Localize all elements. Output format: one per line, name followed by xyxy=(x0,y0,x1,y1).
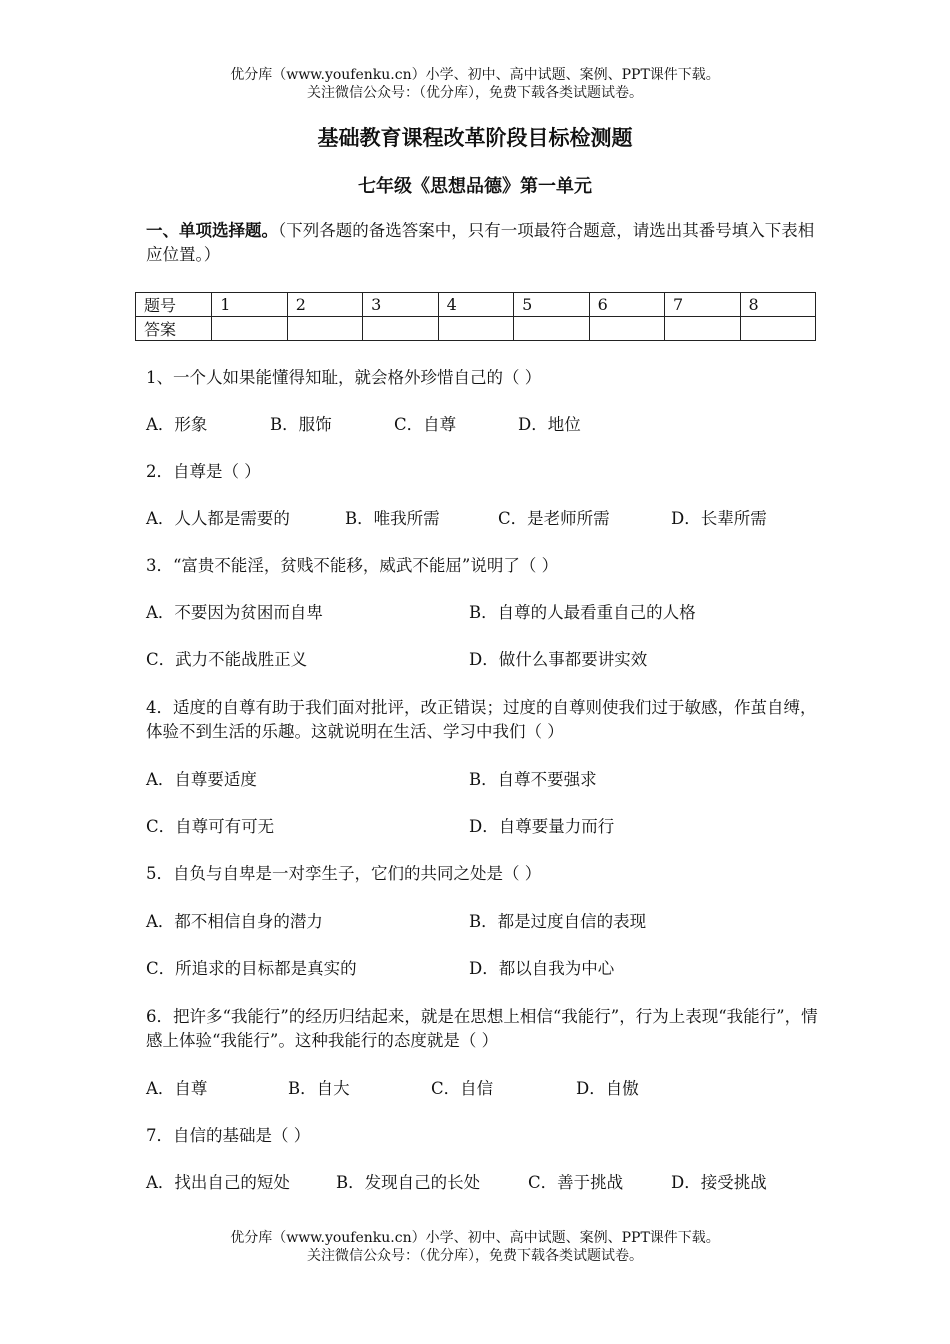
answer-cell[interactable] xyxy=(438,317,513,341)
q4-option-c: C．自尊可有可无 xyxy=(146,817,275,836)
header-line-1: 优分库（www.youfenku.cn）小学、初中、高中试题、案例、PPT课件下载。 xyxy=(230,67,720,83)
q2-option-c: C．是老师所需 xyxy=(498,509,610,528)
q1-option-b: B．服饰 xyxy=(270,415,332,434)
question-number-cell: 7 xyxy=(665,293,740,317)
q6-option-a: A．自尊 xyxy=(146,1079,208,1098)
footer-line-2: 关注微信公众号：（优分库），免费下载各类试题试卷。 xyxy=(307,1248,643,1264)
answer-cell[interactable] xyxy=(363,317,438,341)
q2-option-a: A．人人都是需要的 xyxy=(146,509,290,528)
q2-option-d: D．长辈所需 xyxy=(671,509,767,528)
q5-option-d: D．都以自我为中心 xyxy=(469,959,615,978)
answer-cell[interactable] xyxy=(212,317,287,341)
question-number-cell: 1 xyxy=(212,293,287,317)
q1-option-d: D．地位 xyxy=(518,415,581,434)
answer-cell[interactable] xyxy=(589,317,664,341)
page-footer xyxy=(0,1229,950,1265)
q6-option-d: D．自傲 xyxy=(576,1079,639,1098)
question-number-cell: 6 xyxy=(589,293,664,317)
document-subtitle: 七年级《思想品德》第一单元 xyxy=(358,176,592,197)
question-number-cell: 8 xyxy=(740,293,815,317)
section-1-intro xyxy=(146,219,826,267)
q7-option-a: A．找出自己的短处 xyxy=(146,1173,290,1192)
q7-option-d: D．接受挑战 xyxy=(671,1173,767,1192)
section-1-instruction: （下列各题的备选答案中，只有一项最符合题意，请选出其番号填入下表相应位置。） xyxy=(146,221,815,264)
q3-option-a: A．不要因为贫困而自卑 xyxy=(146,603,323,622)
answer-cell[interactable] xyxy=(665,317,740,341)
question-7-stem: 7．自信的基础是（ ） xyxy=(146,1126,311,1145)
question-6-stem: 6．把许多“我能行”的经历归结起来，就是在思想上相信“我能行”，行为上表现“我能行”，情感上体验“我能行”。这种我能行的态度就是（ ） xyxy=(146,1007,818,1050)
question-number-cell: 3 xyxy=(363,293,438,317)
answer-table-answer-row xyxy=(136,317,816,341)
q4-option-d: D．自尊要量力而行 xyxy=(469,817,615,836)
q4-option-a: A．自尊要适度 xyxy=(146,770,257,789)
answer-table-row-label: 题号 xyxy=(136,293,212,317)
answer-cell[interactable] xyxy=(740,317,815,341)
answer-table-number-row xyxy=(136,293,816,317)
q3-option-c: C．武力不能战胜正义 xyxy=(146,650,308,669)
question-number-cell: 5 xyxy=(514,293,589,317)
q1-option-c: C．自尊 xyxy=(394,415,457,434)
q5-option-b: B．都是过度自信的表现 xyxy=(469,912,647,931)
question-number-cell: 4 xyxy=(438,293,513,317)
document-title: 基础教育课程改革阶段目标检测题 xyxy=(317,125,633,150)
q7-option-c: C．善于挑战 xyxy=(528,1173,624,1192)
q3-option-b: B．自尊的人最看重自己的人格 xyxy=(469,603,696,622)
header-line-2: 关注微信公众号：（优分库），免费下载各类试题试卷。 xyxy=(307,85,643,101)
question-4-stem: 4．适度的自尊有助于我们面对批评，改正错误；过度的自尊则使我们过于敏感，作茧自缚，体验不到生活的乐趣。这就说明在生活、学习中我们（ ） xyxy=(146,698,817,741)
q1-option-a: A．形象 xyxy=(146,415,208,434)
q3-option-d: D．做什么事都要讲实效 xyxy=(469,650,648,669)
q6-option-c: C．自信 xyxy=(431,1079,494,1098)
q2-option-b: B．唯我所需 xyxy=(345,509,440,528)
q5-option-c: C．所追求的目标都是真实的 xyxy=(146,959,357,978)
question-5-stem: 5．自负与自卑是一对孪生子，它们的共同之处是（ ） xyxy=(146,864,542,883)
answer-table xyxy=(135,292,816,341)
q6-option-b: B．自大 xyxy=(288,1079,350,1098)
question-3-stem: 3．“富贵不能淫，贫贱不能移，威武不能屈”说明了（ ） xyxy=(146,556,559,575)
page-header xyxy=(0,66,950,102)
answer-cell[interactable] xyxy=(514,317,589,341)
footer-line-1: 优分库（www.youfenku.cn）小学、初中、高中试题、案例、PPT课件下载。 xyxy=(230,1230,720,1246)
q5-option-a: A．都不相信自身的潜力 xyxy=(146,912,323,931)
q4-option-b: B．自尊不要强求 xyxy=(469,770,597,789)
q7-option-b: B．发现自己的长处 xyxy=(336,1173,481,1192)
answer-cell[interactable] xyxy=(287,317,362,341)
section-1-heading: 一、单项选择题。 xyxy=(146,221,278,240)
question-2-stem: 2．自尊是（ ） xyxy=(146,462,261,481)
answer-table-row-label: 答案 xyxy=(136,317,212,341)
question-number-cell: 2 xyxy=(287,293,362,317)
question-1-stem: 1、一个人如果能懂得知耻，就会格外珍惜自己的（ ） xyxy=(146,368,542,387)
